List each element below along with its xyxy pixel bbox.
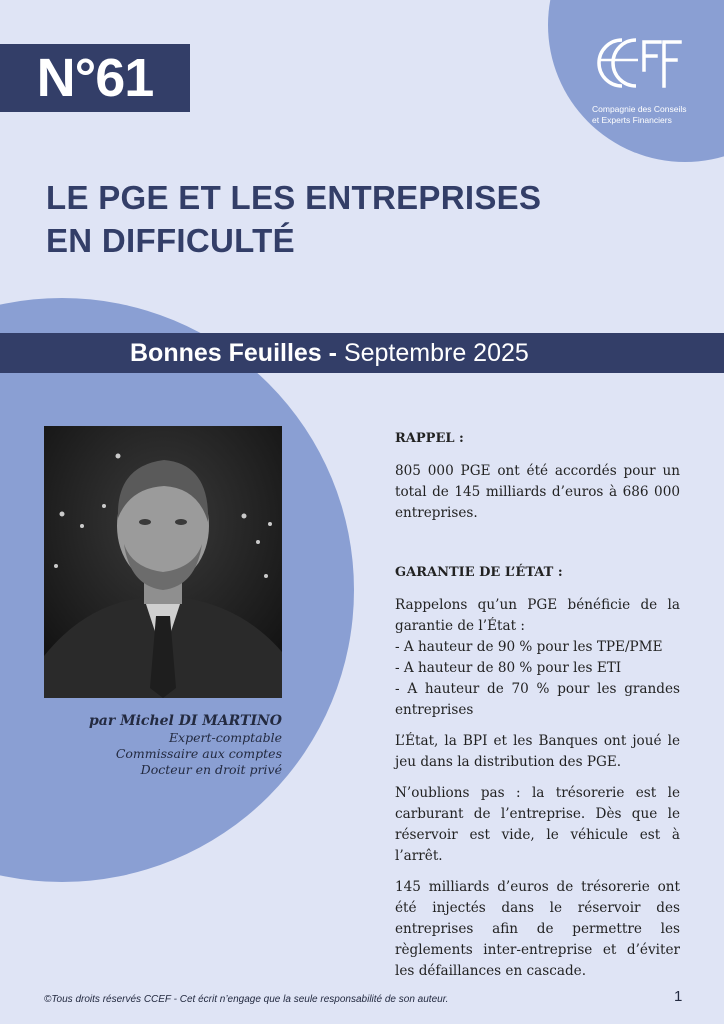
logo-subtitle — [592, 104, 687, 126]
author-photo — [44, 426, 282, 698]
author-role: Expert-comptable — [168, 730, 282, 745]
band-text — [130, 333, 529, 373]
ccef-logo — [592, 30, 702, 140]
author-caption — [89, 712, 282, 778]
paragraph: N’oublions pas : la trésorerie est le carburant de l’entreprise. Dès que le réservoir est vide, le véhicule est à l’arrêt. — [395, 785, 680, 864]
paragraph-rappel: 805 000 PGE ont été accordés pour un total de 145 milliards d’euros à 686 000 entreprises. — [395, 463, 680, 521]
article-column — [395, 428, 680, 982]
issue-number-badge: N°61 — [0, 44, 190, 112]
paragraph: L’État, la BPI et les Banques ont joué le jeu dans la distribution des PGE. — [395, 733, 680, 770]
title-line1: LE PGE ET LES ENTREPRISES — [46, 179, 542, 216]
section-heading-garantie: GARANTIE DE L’ÉTAT : — [395, 565, 563, 580]
footer-copyright: ©Tous droits réservés CCEF - Cet écrit n’engage que la seule responsabilité de son auteur. — [44, 994, 449, 1005]
section-heading-rappel: RAPPEL : — [395, 431, 464, 446]
list-item: - A hauteur de 90 % pour les TPE/PME — [395, 639, 663, 655]
author-role: Docteur en droit privé — [140, 762, 282, 777]
logo-subtitle-line1: Compagnie des Conseils — [592, 104, 687, 114]
page-title — [46, 176, 541, 262]
band-bold-text: Bonnes Feuilles - — [130, 339, 344, 367]
ccef-logo-mark — [592, 30, 684, 96]
page-number: 1 — [674, 988, 683, 1005]
section-band — [0, 333, 724, 373]
title-line2: EN DIFFICULTÉ — [46, 222, 295, 259]
logo-subtitle-line2: et Experts Financiers — [592, 115, 672, 125]
author-role: Commissaire aux comptes — [115, 746, 282, 761]
list-item: - A hauteur de 70 % pour les grandes entreprises — [395, 681, 680, 718]
paragraph: 145 milliards d’euros de trésorerie ont été injectés dans le réservoir des entreprises afin de permettre les règlements inter-entreprise et d’éviter les défaillances en cascade. — [395, 879, 680, 979]
band-date-text: Septembre 2025 — [343, 339, 529, 367]
paragraph-garantie-intro: Rappelons qu’un PGE bénéficie de la garantie de l’État : — [395, 597, 680, 634]
list-item: - A hauteur de 80 % pour les ETI — [395, 660, 622, 676]
author-name: par Michel DI MARTINO — [89, 713, 282, 729]
